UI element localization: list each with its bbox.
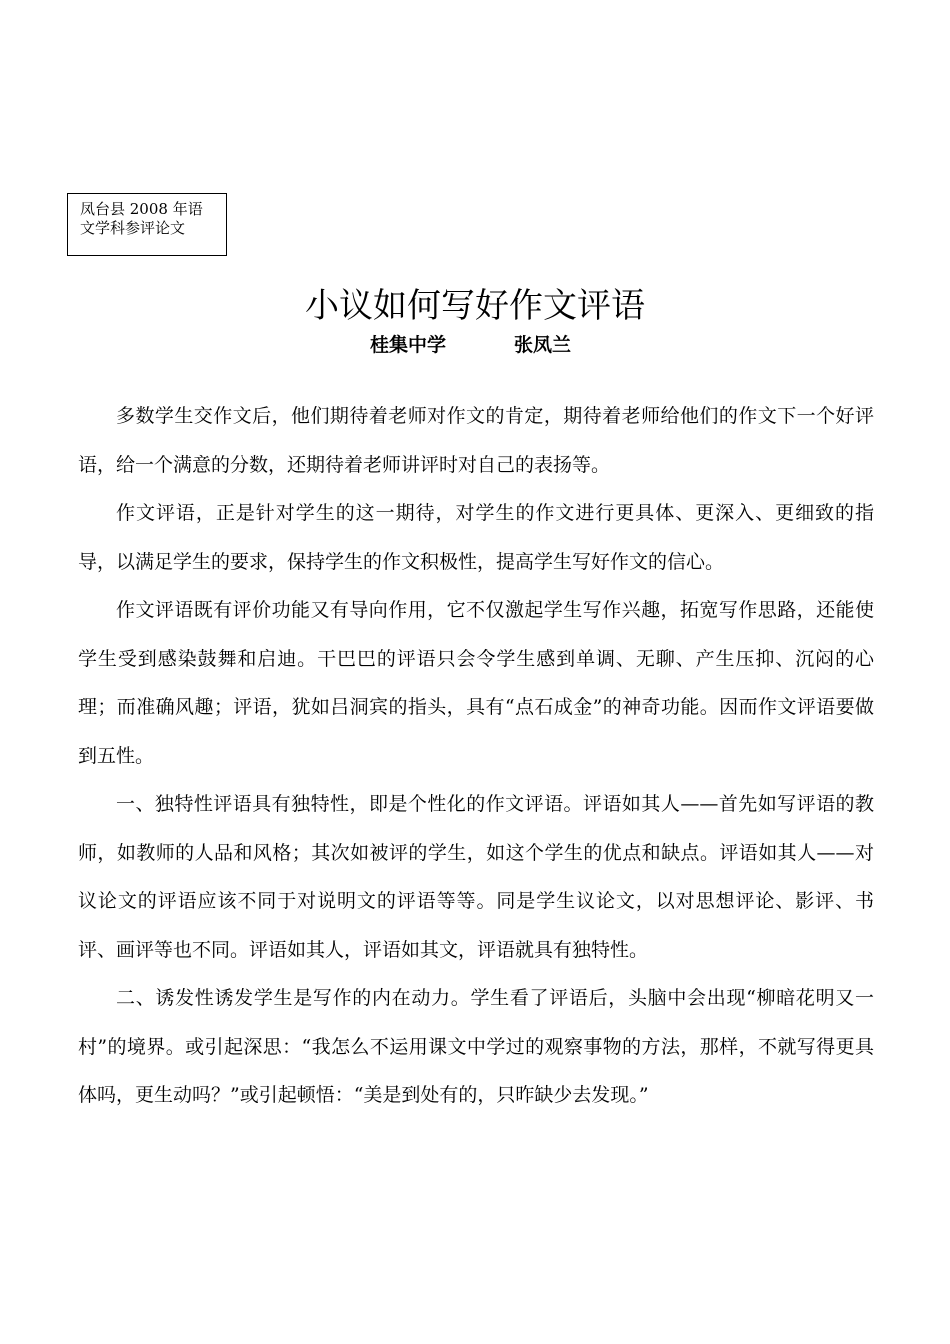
article-body xyxy=(78,392,874,1120)
paragraph: 多数学生交作文后，他们期待着老师对作文的肯定，期待着老师给他们的作文下一个好评语，给一个满意的分数，还期待着老师讲评时对自己的表扬等。 xyxy=(78,405,874,476)
contest-label-line2: 文学科参评论文 xyxy=(80,219,186,237)
author-school: 桂集中学 xyxy=(370,334,447,356)
paragraph: 二、诱发性诱发学生是写作的内在动力。学生看了评语后，头脑中会出现“柳暗花明又一村”的境界。或引起深思：“我怎么不运用课文中学过的观察事物的方法，那样，不就写得更具体吗，更生动吗？”或引起顿悟：“美是到处有的，只昨缺少去发现。” xyxy=(78,987,874,1106)
byline xyxy=(0,330,950,360)
contest-label-line1: 凤台县 2008 年语 xyxy=(80,200,203,218)
page-title: 小议如何写好作文评语 xyxy=(305,286,645,326)
paragraph: 一、独特性评语具有独特性，即是个性化的作文评语。评语如其人——首先如写评语的教师，如教师的人品和风格；其次如被评的学生，如这个学生的优点和缺点。评语如其人——对议论文的评语应该不同于对说明文的评语等等。同是学生议论文，以对思想评论、影评、书评、画评等也不同。评语如其人，评语如其文，评语就具有独特性。 xyxy=(78,793,874,961)
paragraph: 作文评语既有评价功能又有导向作用，它不仅激起学生写作兴趣，拓宽写作思路，还能使学生受到感染鼓舞和启迪。干巴巴的评语只会令学生感到单调、无聊、产生压抑、沉闷的心理；而准确风趣；评语，犹如吕洞宾的指头，具有“点石成金”的神奇功能。因而作文评语要做到五性。 xyxy=(78,599,874,767)
paragraph: 作文评语，正是针对学生的这一期待，对学生的作文进行更具体、更深入、更细致的指导，以满足学生的要求，保持学生的作文积极性，提高学生写好作文的信心。 xyxy=(78,502,874,573)
author-name: 张凤兰 xyxy=(514,334,572,356)
contest-label-box xyxy=(67,193,227,256)
